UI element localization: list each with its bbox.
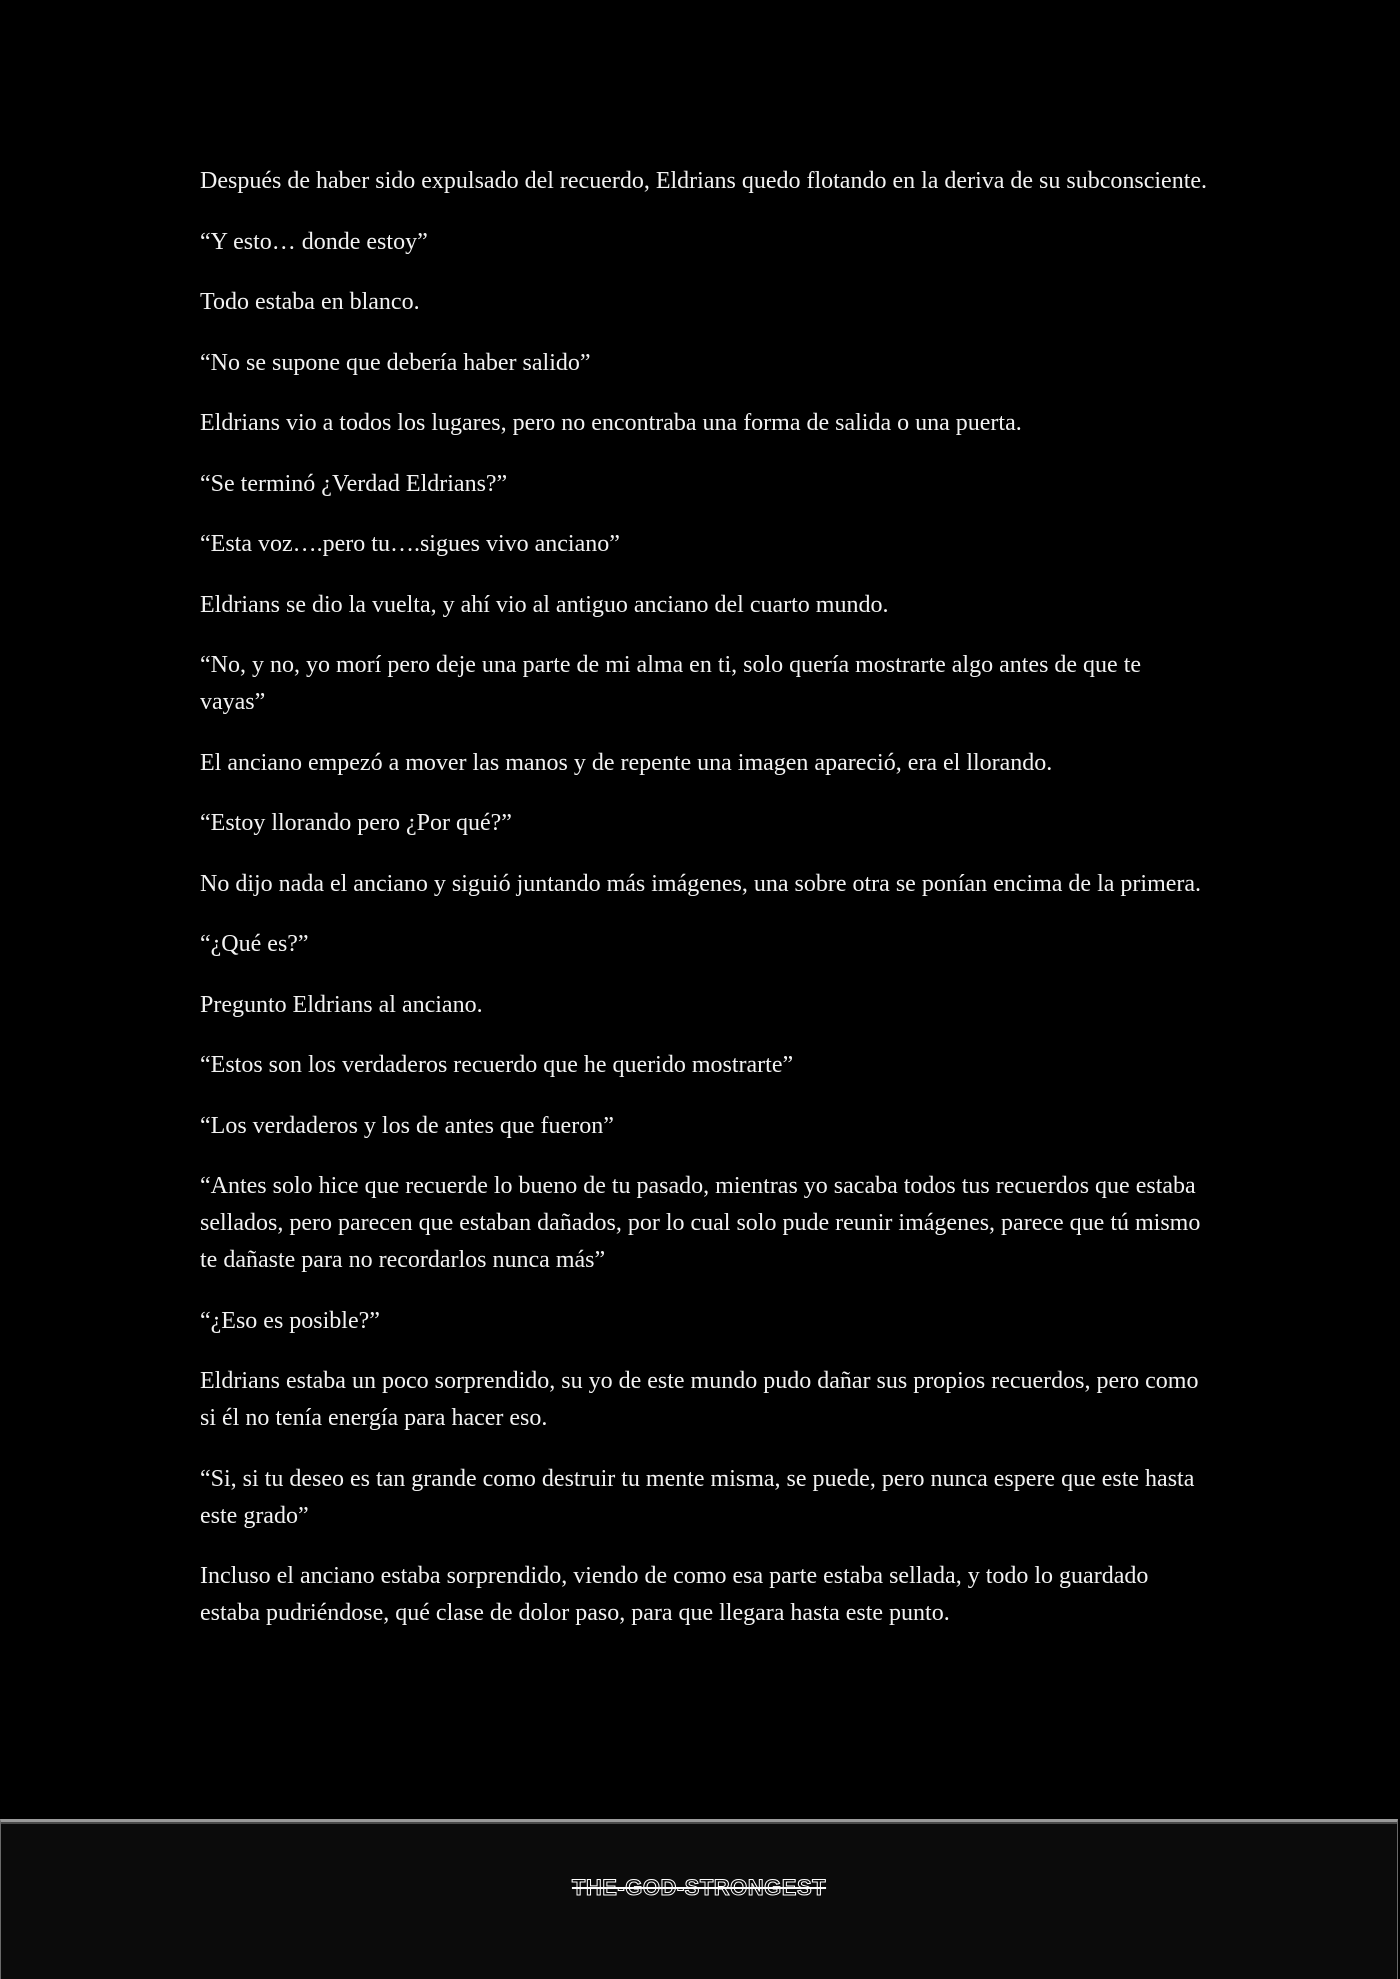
dialogue-line: “Si, si tu deseo es tan grande como destruir tu mente misma, se puede, pero nunca espere que este hasta este grado” [200, 1465, 1195, 1529]
paragraph: Eldrians estaba un poco sorprendido, su yo de este mundo pudo dañar sus propios recuerdos, pero como si él no tenía energía para hacer eso. [200, 1368, 1199, 1431]
paragraph: Todo estaba en blanco. [200, 289, 420, 315]
dialogue-line: “Y esto… donde estoy” [200, 228, 428, 255]
dialogue-line: “¿Eso es posible?” [200, 1307, 380, 1334]
paragraph: Eldrians vio a todos los lugares, pero no encontraba una forma de salida o una puerta. [200, 410, 1022, 436]
dialogue-line: “Esta voz….pero tu….sigues vivo anciano” [200, 531, 620, 557]
document-body [200, 163, 1210, 1656]
paragraph: El anciano empezó a mover las manos y de repente una imagen apareció, era el llorando. [200, 749, 1053, 776]
paragraph: No dijo nada el anciano y siguió juntando más imágenes, una sobre otra se ponían encima de la primera. [200, 870, 1202, 897]
footer-bar [0, 1819, 1398, 1979]
paragraph: Eldrians se dio la vuelta, y ahí vio al antiguo anciano del cuarto mundo. [200, 591, 889, 618]
paragraph: Incluso el anciano estaba sorprendido, viendo de como esa parte estaba sellada, y todo lo guardado estaba pudriéndose, qué clase de dolor paso, para que llegara hasta este punto. [200, 1563, 1149, 1626]
paragraph: Pregunto Eldrians al anciano. [200, 991, 483, 1018]
paragraph: Después de haber sido expulsado del recuerdo, Eldrians quedo flotando en la deriva de su subconsciente. [200, 168, 1208, 194]
dialogue-line: “No se supone que debería haber salido” [200, 349, 591, 376]
dialogue-line: “¿Qué es?” [200, 931, 309, 957]
dialogue-line: “Los verdaderos y los de antes que fueron” [200, 1112, 614, 1139]
dialogue-line: “Se terminó ¿Verdad Eldrians?” [200, 470, 508, 497]
dialogue-line: “Estos son los verdaderos recuerdo que he querido mostrarte” [200, 1052, 794, 1078]
dialogue-line: “Antes solo hice que recuerde lo bueno de tu pasado, mientras yo sacaba todos tus recuerdos que estaba sellados, pero parecen que estaban dañados, por lo cual solo pude reunir imágenes, parece que tú mismo te dañaste para no recordarlos nunca más” [200, 1173, 1201, 1273]
footer-brand-watermark: THE-GOD-STRONGEST [571, 1875, 827, 1900]
dialogue-line: “Estoy llorando pero ¿Por qué?” [200, 810, 512, 836]
dialogue-line: “No, y no, yo morí pero deje una parte de mi alma en ti, solo quería mostrarte algo antes de que te vayas” [200, 652, 1142, 715]
